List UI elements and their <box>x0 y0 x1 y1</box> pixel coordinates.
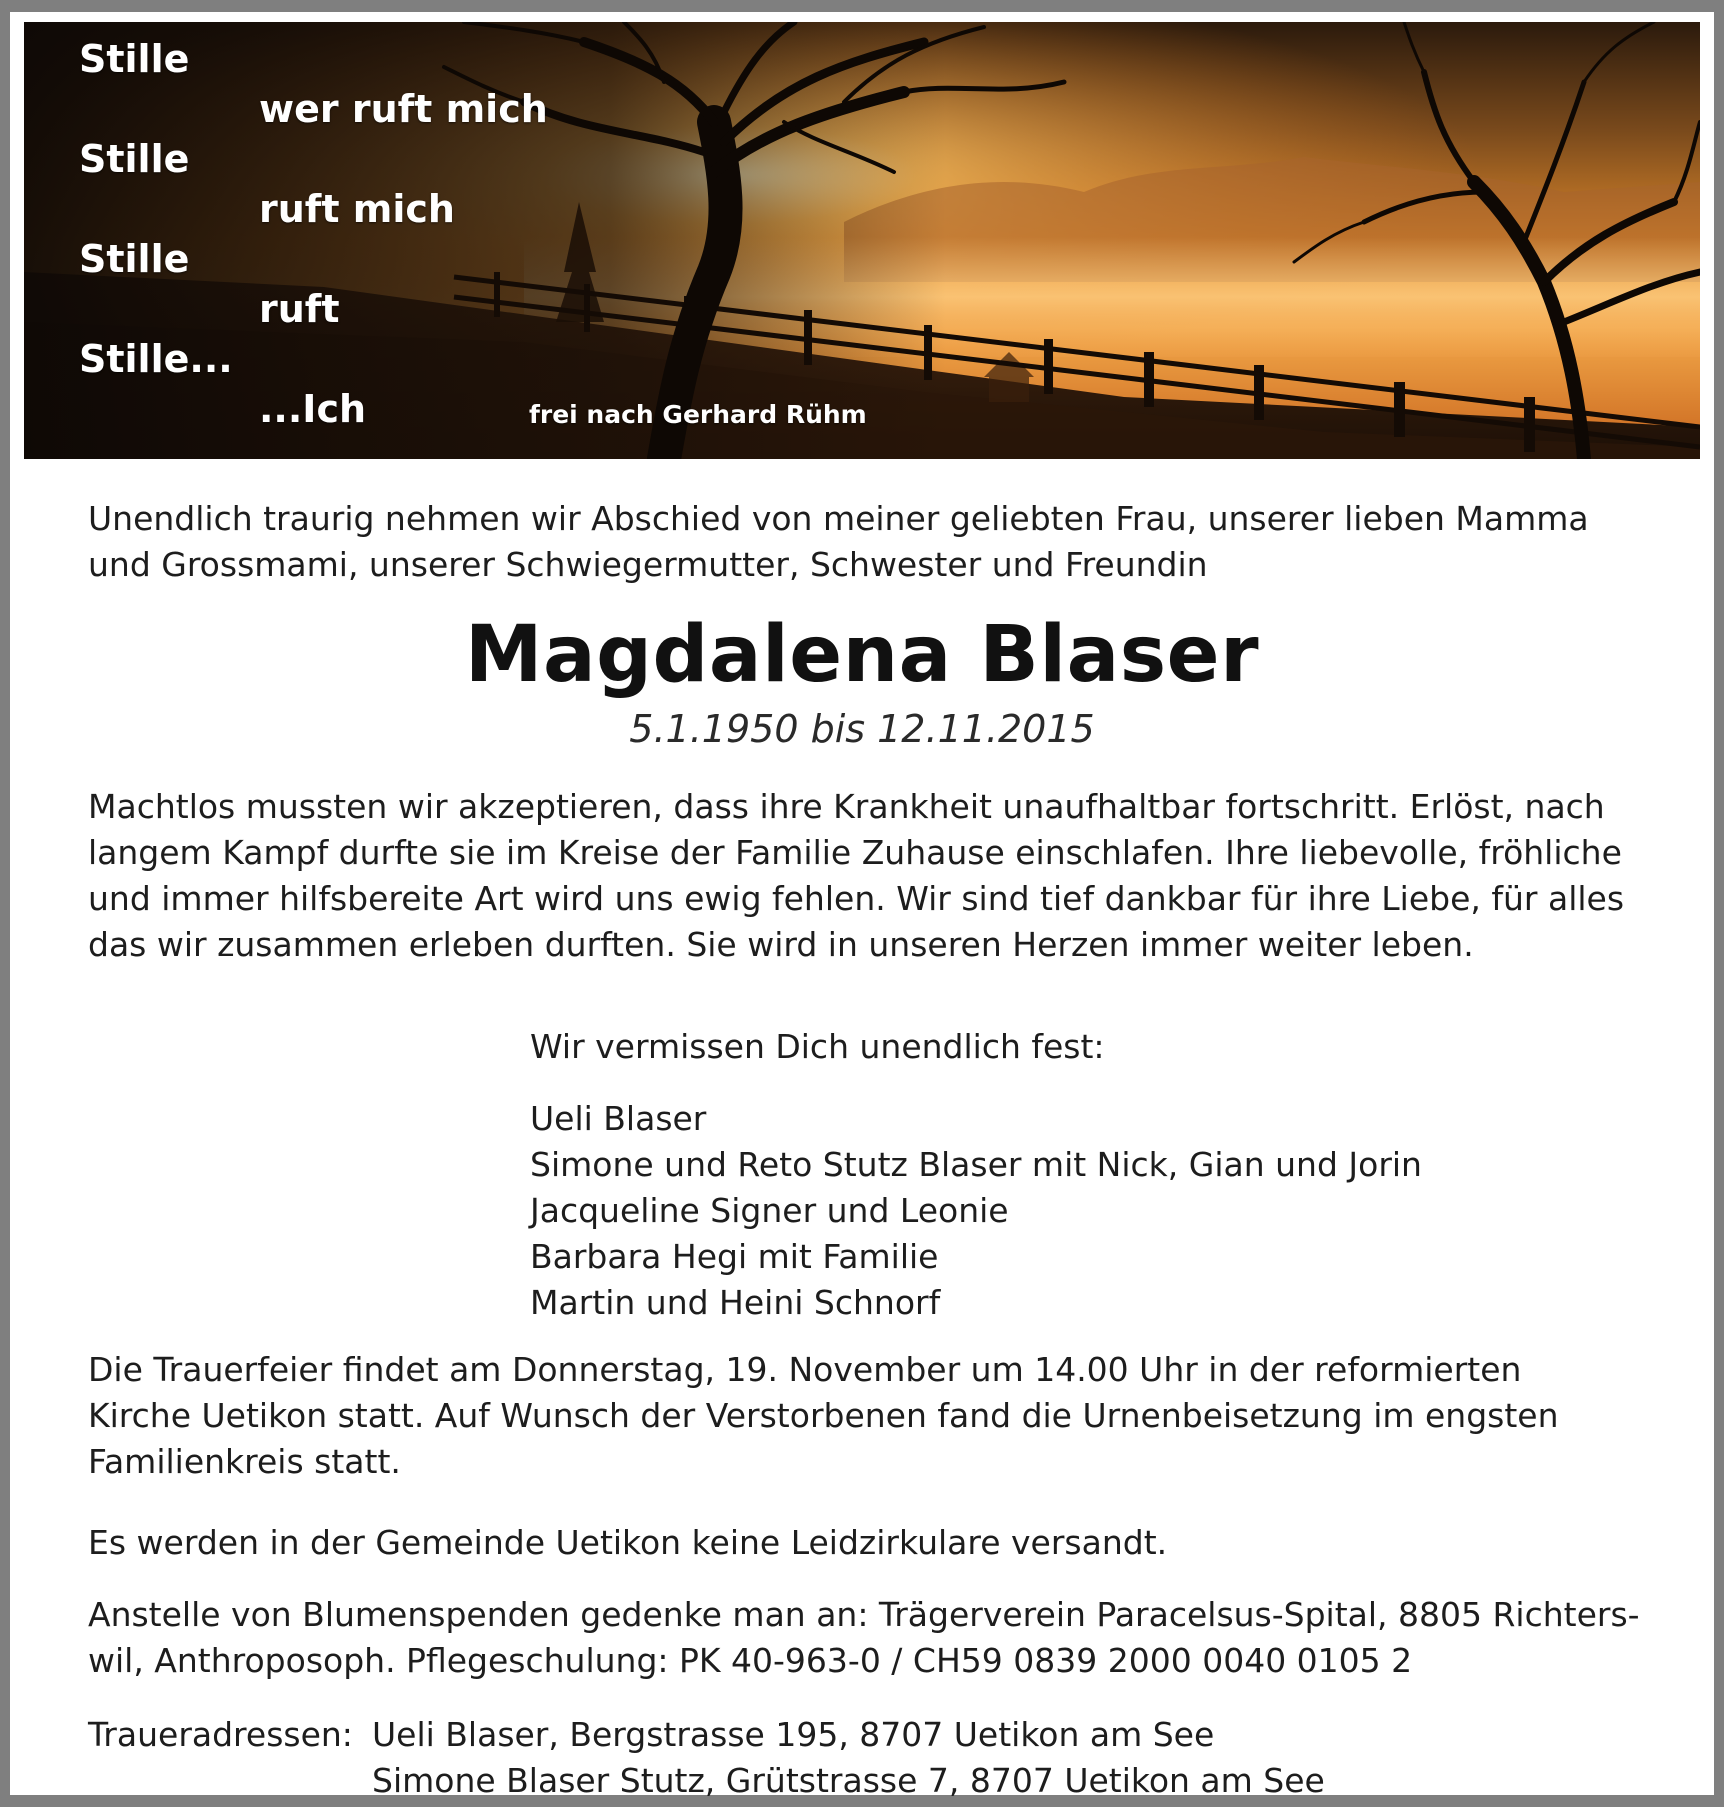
ceremony-line: Familienkreis statt. <box>88 1442 401 1481</box>
poem-line-left-2: Stille <box>79 137 190 181</box>
poem-line-right-3: ruft <box>259 287 340 331</box>
mourner-name: Barbara Hegi mit Familie <box>530 1237 939 1276</box>
poem-line-left-4: Stille... <box>79 337 233 381</box>
ceremony-line: Kirche Uetikon statt. Auf Wunsch der Verstorbenen fand die Urnenbeisetzung im engsten <box>88 1396 1559 1435</box>
poem-line-right-2: ruft mich <box>259 187 455 231</box>
life-dates: 5.1.1950 bis 12.11.2015 <box>629 707 1095 751</box>
tribute-paragraph <box>88 784 1688 968</box>
donations-line: Anstelle von Blumenspenden gedenke man an: Trägerverein Paracelsus-Spital, 8805 Richters- <box>88 1595 1640 1634</box>
intro-paragraph <box>88 496 1688 588</box>
tribute-line: und immer hilfsbereite Art wird uns ewig fehlen. Wir sind tief dankbar für ihre Liebe, für alles <box>88 879 1625 918</box>
mourner-name: Jacqueline Signer und Leonie <box>530 1191 1009 1230</box>
addresses-label: Traueradressen: <box>88 1715 353 1754</box>
circulars-notice: Es werden in der Gemeinde Uetikon keine Leidzirkulare versandt. <box>88 1523 1168 1562</box>
tribute-line: das wir zusammen erleben durften. Sie wird in unseren Herzen immer weiter leben. <box>88 925 1474 964</box>
ceremony-line: Die Trauerfeier findet am Donnerstag, 19. November um 14.00 Uhr in der reformierten <box>88 1350 1522 1389</box>
obituary-card <box>10 12 1714 1800</box>
address-entry: Ueli Blaser, Bergstrasse 195, 8707 Uetikon am See <box>372 1715 1215 1754</box>
donations-paragraph <box>88 1592 1688 1684</box>
mourners-heading: Wir vermissen Dich unendlich fest: <box>530 1027 1105 1066</box>
addresses-list <box>372 1712 1325 1804</box>
mourner-name: Ueli Blaser <box>530 1099 707 1138</box>
donations-line: wil, Anthroposoph. Pflegeschulung: PK 40-963-0 / CH59 0839 2000 0040 0105 2 <box>88 1641 1413 1680</box>
poem-line-left-3: Stille <box>79 237 190 281</box>
mourners-list <box>530 1096 1422 1326</box>
intro-line: Unendlich traurig nehmen wir Abschied von meiner geliebten Frau, unserer lieben Mamma <box>88 499 1589 538</box>
mourner-name: Martin und Heini Schnorf <box>530 1283 941 1322</box>
address-entry: Simone Blaser Stutz, Grütstrasse 7, 8707 Uetikon am See <box>372 1761 1325 1800</box>
tribute-line: langem Kampf durfte sie im Kreise der Familie Zuhause einschlafen. Ihre liebevolle, fröhliche <box>88 833 1622 872</box>
deceased-name: Magdalena Blaser <box>464 610 1260 700</box>
poem-line-right-4: ...Ich <box>259 387 367 431</box>
poem-credit: frei nach Gerhard Rühm <box>529 400 867 429</box>
tribute-line: Machtlos mussten wir akzeptieren, dass ihre Krankheit unaufhaltbar fortschritt. Erlöst, nach <box>88 787 1605 826</box>
sunset-landscape-banner <box>24 22 1700 459</box>
ceremony-paragraph <box>88 1347 1688 1485</box>
poem-line-left-1: Stille <box>79 37 190 81</box>
mourner-name: Simone und Reto Stutz Blaser mit Nick, Gian und Jorin <box>530 1145 1422 1184</box>
intro-line: und Grossmami, unserer Schwiegermutter, Schwester und Freundin <box>88 545 1208 584</box>
poem-line-right-1: wer ruft mich <box>259 87 548 131</box>
